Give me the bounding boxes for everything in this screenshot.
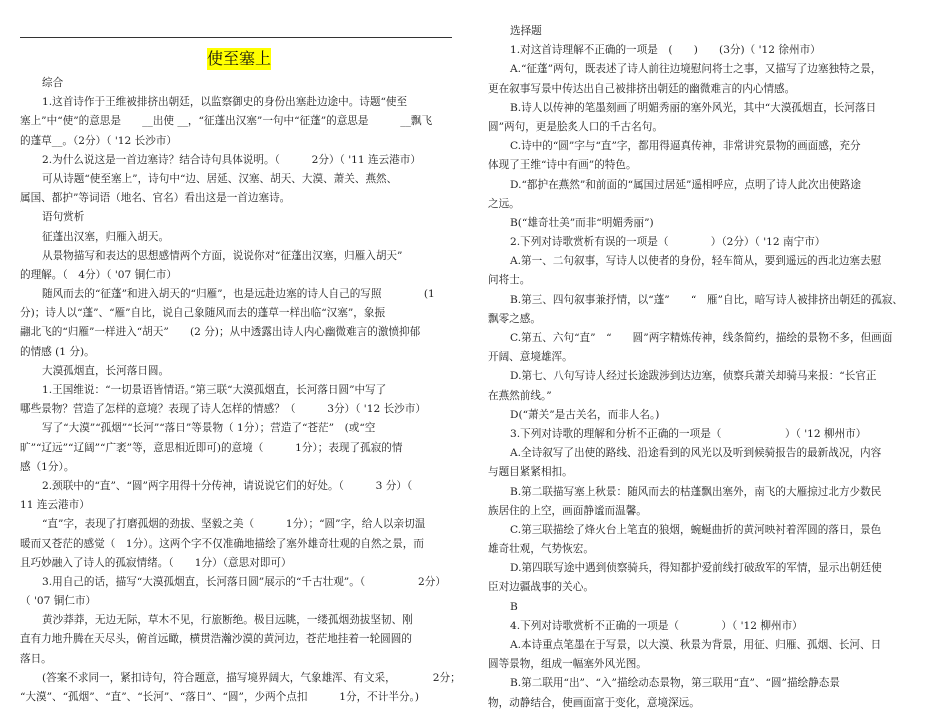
text-line: 哪些景物？营造了怎样的意境？表现了诗人怎样的情感？（ 3分）（ '12 长沙市） [20,403,426,416]
text-line: 随风而去的“征蓬”和进入胡天的“归雁”，也是远赴边塞的诗人自己的写照 (1 [42,288,435,301]
text-line: 问将士。 [488,274,531,287]
text-line: 直有力地升腾在天尽头，俯首远瞰，横贯浩瀚沙漠的黄河边，苍茫地挂着一轮圆圆的 [20,633,412,646]
text-line: C.第三联描绘了烽火台上笔直的狼烟，蜿蜒曲折的黄河映衬着浑圆的落日，景色 [510,523,882,536]
text-line: 更在叙事写景中传达出自己被排挤出朝廷的幽微难言的内心情感。 [488,82,796,95]
text-line: 从景物描写和表达的思想感情两个方面，说说你对“征蓬出汉塞，归雁入胡天” [42,249,403,262]
text-line: 1.对这首诗理解不正确的一项是 ( ) (3分)（ '12 徐州市） [510,44,821,57]
text-line: 落日。 [20,652,52,665]
text-line: 与题目紧紧相扣。 [488,466,573,479]
text-line: 1.这首诗作于王维被排挤出朝廷，以监察御史的身份出塞赴边途中。诗题“使至 [42,96,408,109]
text-line: 体现了王维“诗中有画”的特色。 [488,159,637,172]
text-line: “直”字，表现了打磨孤烟的劲拔、坚毅之美（ 1分）；“圆”字，给人以亲切温 [42,518,426,531]
text-line: B [510,600,518,613]
text-line: C.第五、六句“直” “ 圆”两字精炼传神，线条简约，描绘的景物不多，但画面 [510,332,893,344]
text-line: B.第三、四句叙事兼抒情，以“蓬” “ 雁”自比，暗写诗人被排挤出朝廷的孤寂、 [510,293,904,306]
text-line: 3.用自己的话，描写“大漠孤烟直，长河落日圆”展示的“千古壮观”。（ 2分） [42,575,446,588]
text-line: A.本诗重点笔墨在于写景，以大漠、秋景为背景，用征、归雁、孤烟、长河、日 [510,639,882,651]
text-line: “大漠”、“孤烟”、“直”、“长河”、“落日”、“圆”，少两个点扣 1分，不计半分。) [20,691,419,703]
text-line: 的蓬草__。（2分）（ '12 长沙市） [20,134,177,147]
text-line: A.全诗叙写了出使的路线、沿途看到的风光以及听到候骑报告的最新战况，内容 [510,447,882,460]
text-line: B.第二联描写塞上秋景：随风而去的枯蓬飘出塞外，南飞的大雁掠过北方少数民 [510,485,882,498]
left-column [20,74,465,707]
text-line: 征蓬出汉塞，归雁入胡天。 [42,230,170,243]
text-line: 属国、都护”等词语（地名、官名）看出这是一首边塞诗。 [20,192,291,205]
text-line: 翮北飞的“归雁”一样进入“胡天” (2 分)；从中透露出诗人内心幽微难言的激愤抑郁 [20,326,421,339]
text-line: 飘零之感。 [488,312,541,325]
text-line: 11 连云港市） [20,499,90,512]
text-line: 物，动静结合，使画面富于变化，意境深远。 [488,696,700,709]
right-column [488,22,933,713]
text-line: 2.颈联中的“直”、“圆”两字用得十分传神，请说说它们的好处。（ 3 分）（ [42,479,413,492]
text-line: 分)；诗人以“蓬”、“雁”自比，说自己象随风而去的蓬草一样出临“汉塞”，象振 [20,307,386,320]
text-line: 臣对边疆战事的关心。 [488,581,594,594]
text-line: C.诗中的“圆”字与“直”字，都用得逼真传神，非常讲究景物的画面感，充分 [510,140,861,153]
text-line: 暖而又苍茫的感觉（ 1分）。这两个字不仅准确地描绘了塞外雄奇壮观的自然之景，而 [20,537,424,550]
text-line: 之远。 [488,197,520,210]
text-line: 写了“大漠”“孤烟”“长河”“落日”等景物（ 1分）；营造了“苍茫” (或“空 [42,422,376,435]
text-line: 圆”两句，更是脍炙人口的千古名句。 [488,120,663,133]
text-line: 黄沙莽莽，无边无际，草木不见，行旅断绝。极目远眺，一缕孤烟劲拔坚韧、刚 [42,614,413,627]
text-line: 开阔、意境雄浑。 [488,351,573,364]
text-line: 圆等景物，组成一幅塞外风光图。 [488,658,647,671]
text-line: 综合 [42,77,64,89]
text-line: 2.为什么说这是一首边塞诗？结合诗句具体说明。（ 2分）（ '11 连云港市） [42,153,421,166]
text-line: A.“征蓬”两句，既表述了诗人前往边境慰问将士之事，又描写了边塞独特之景， [510,63,882,76]
text-line: 1.王国维说：“一切景语皆情语。”第三联“大漠孤烟直，长河落日圆”中写了 [42,384,387,396]
text-line: 3.下列对诗歌的理解和分析不正确的一项是（ ）（ '12 柳州市） [510,427,867,440]
text-line: 在燕然前线。” [488,389,552,402]
text-line: （ '07 铜仁市） [20,595,97,608]
text-line: 语句赏析 [42,211,85,224]
text-line: B.诗人以传神的笔墨刻画了明媚秀丽的塞外风光，其中“大漠孤烟直，长河落日 [510,101,877,114]
page-title: 使至塞上 [207,49,272,68]
text-line: 的理解。（ 4分）（ '07 铜仁市） [20,268,177,281]
text-line: B(“雄奇壮美”而非“明媚秀丽”) [510,216,654,229]
text-line: 感（1分）。 [20,460,75,473]
text-line: 2.下列对诗歌赏析有误的一项是（ ）（2分）（ '12 南宁市） [510,236,826,249]
text-line: A.第一、二句叙事，写诗人以使者的身份，轻车简从，要到遥远的西北边塞去慰 [510,255,882,268]
text-line: (答案不求同一，紧扣诗句，符合题意，描写境界阔大，气象雄浑、有文采， 2分； [42,671,461,684]
text-line: 4.下列对诗歌赏析不正确的一项是（ ）（ '12 柳州市） [510,619,803,632]
text-line: 塞上”中“使”的意思是 __出使 __，“征蓬出汉塞”一句中“征蓬”的意思是 __飘飞 [20,115,433,128]
text-line: D.第七、八句写诗人经过长途跋涉到达边塞，侦察兵萧关却骑马来报：“长官正 [510,370,877,383]
text-line: 且巧妙融入了诗人的孤寂情绪。（ 1分）（意思对即可） [20,556,292,569]
text-line: 旷”“辽远”“辽阔”“广袤”等，意思相近即可)的意境（ 1分）；表现了孤寂的情 [20,441,403,454]
text-line: D.“都护在燕然”和前面的“属国过居延”遥相呼应，点明了诗人此次出使路途 [510,178,861,191]
text-line: 选择题 [510,25,542,37]
text-line: 可从诗题“使至塞上”，诗句中“边、居延、汉塞、胡天、大漠、萧关、燕然、 [42,172,398,185]
text-line: 大漠孤烟直，长河落日圆。 [42,364,170,377]
text-line: D.第四联写途中遇到侦察骑兵，得知都护爱前线打破敌军的军情，显示出朝廷使 [510,562,882,575]
text-line: 的情感 (1 分)。 [20,345,95,358]
text-line: D(“萧关”是古关名，而非人名。) [510,408,660,421]
text-line: 族居住的上空，画面静谧而温馨。 [488,504,647,517]
header-rule [20,37,452,38]
text-line: 雄奇壮观，气势恢宏。 [488,543,594,556]
text-line: B.第二联用“出”、“入”描绘动态景物，第三联用“直”、“圆”描绘静态景 [510,677,840,690]
